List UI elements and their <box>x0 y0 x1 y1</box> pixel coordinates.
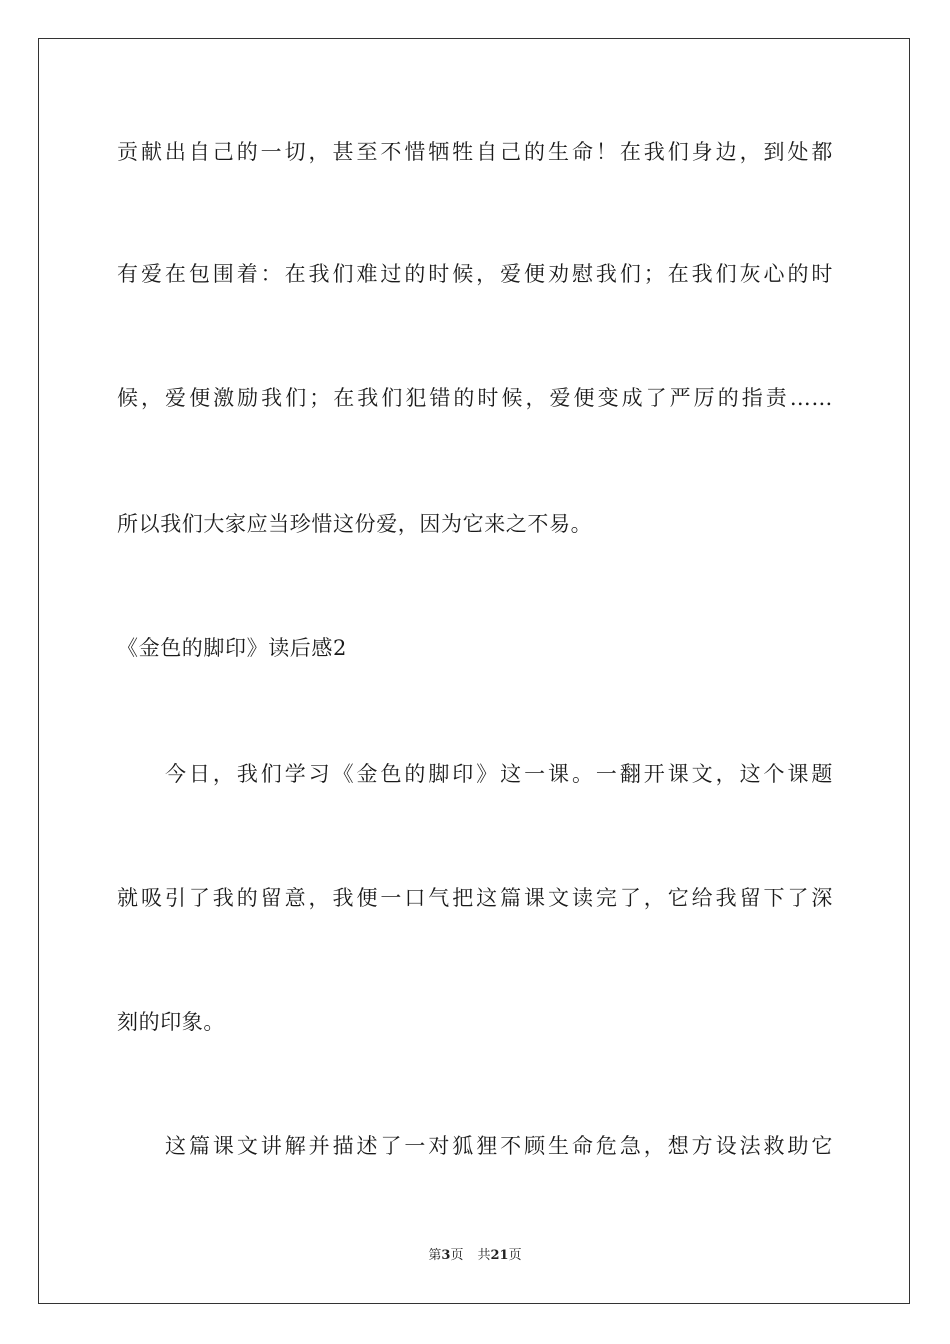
footer-page-prefix: 第 <box>428 1248 442 1263</box>
paragraph-line: 今日，我们学习《金色的脚印》这一课。一翻开课文，这个课题 <box>165 762 833 786</box>
footer-page-suffix: 页 <box>450 1248 464 1263</box>
current-page-number: 3 <box>441 1248 451 1263</box>
paragraph-line: 所以我们大家应当珍惜这份爱，因为它来之不易。 <box>117 512 593 536</box>
footer-total-prefix: 共 <box>477 1248 491 1263</box>
paragraph-line: 贡献出自己的一切，甚至不惜牺牲自己的生命！在我们身边，到处都 <box>117 140 833 164</box>
page-footer <box>0 1248 950 1264</box>
page-border <box>38 38 910 1304</box>
paragraph-line: 就吸引了我的留意，我便一口气把这篇课文读完了，它给我留下了深 <box>117 886 833 910</box>
section-heading: 《金色的脚印》读后感2 <box>117 636 347 660</box>
paragraph-line: 刻的印象。 <box>117 1010 225 1034</box>
paragraph-line: 候，爱便激励我们；在我们犯错的时候，爱便变成了严厉的指责…… <box>117 386 833 410</box>
paragraph-line: 这篇课文讲解并描述了一对狐狸不顾生命危急，想方设法救助它 <box>165 1134 833 1158</box>
total-pages-number: 21 <box>490 1248 509 1263</box>
footer-total-suffix: 页 <box>508 1248 522 1263</box>
paragraph-line: 有爱在包围着：在我们难过的时候，爱便劝慰我们；在我们灰心的时 <box>117 262 833 286</box>
